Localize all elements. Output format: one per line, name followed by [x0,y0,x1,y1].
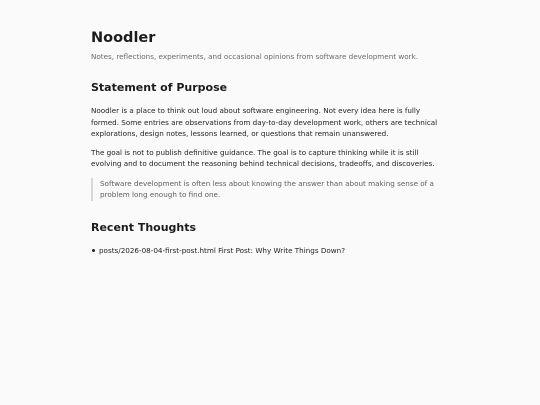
site-header [91,28,443,62]
post-title: First Post: Why Write Things Down? [218,245,346,255]
purpose-quote: Software development is often less about knowing the answer than about making sense of a problem long enough to find one. [91,178,443,201]
recent-posts-list [91,245,443,256]
post-path: posts/2026-08-04-first-post.html [99,245,216,255]
recent-thoughts-heading: Recent Thoughts [91,220,197,234]
list-item [91,245,443,256]
site-tagline: Notes, reflections, experiments, and occasional opinions from software development work. [91,52,419,61]
main-content [91,28,443,256]
purpose-heading: Statement of Purpose [91,81,228,94]
purpose-paragraph-1: Noodler is a place to think out loud about software engineering. Not every idea here is fully formed. Some entries are observations from day-to-day development work, others are technical explorations, design notes, lessons learned, or questions that remain unanswered. [91,106,438,138]
purpose-section [91,80,443,201]
recent-thoughts-section [91,220,443,256]
bullet-icon [92,249,95,252]
purpose-paragraph-2: The goal is not to publish definitive guidance. The goal is to capture thinking while it is still evolving and to document the reasoning behind technical decisions, tradeoffs, and discoveries. [91,147,435,168]
site-title: Noodler [91,30,156,46]
post-link[interactable] [99,246,345,255]
